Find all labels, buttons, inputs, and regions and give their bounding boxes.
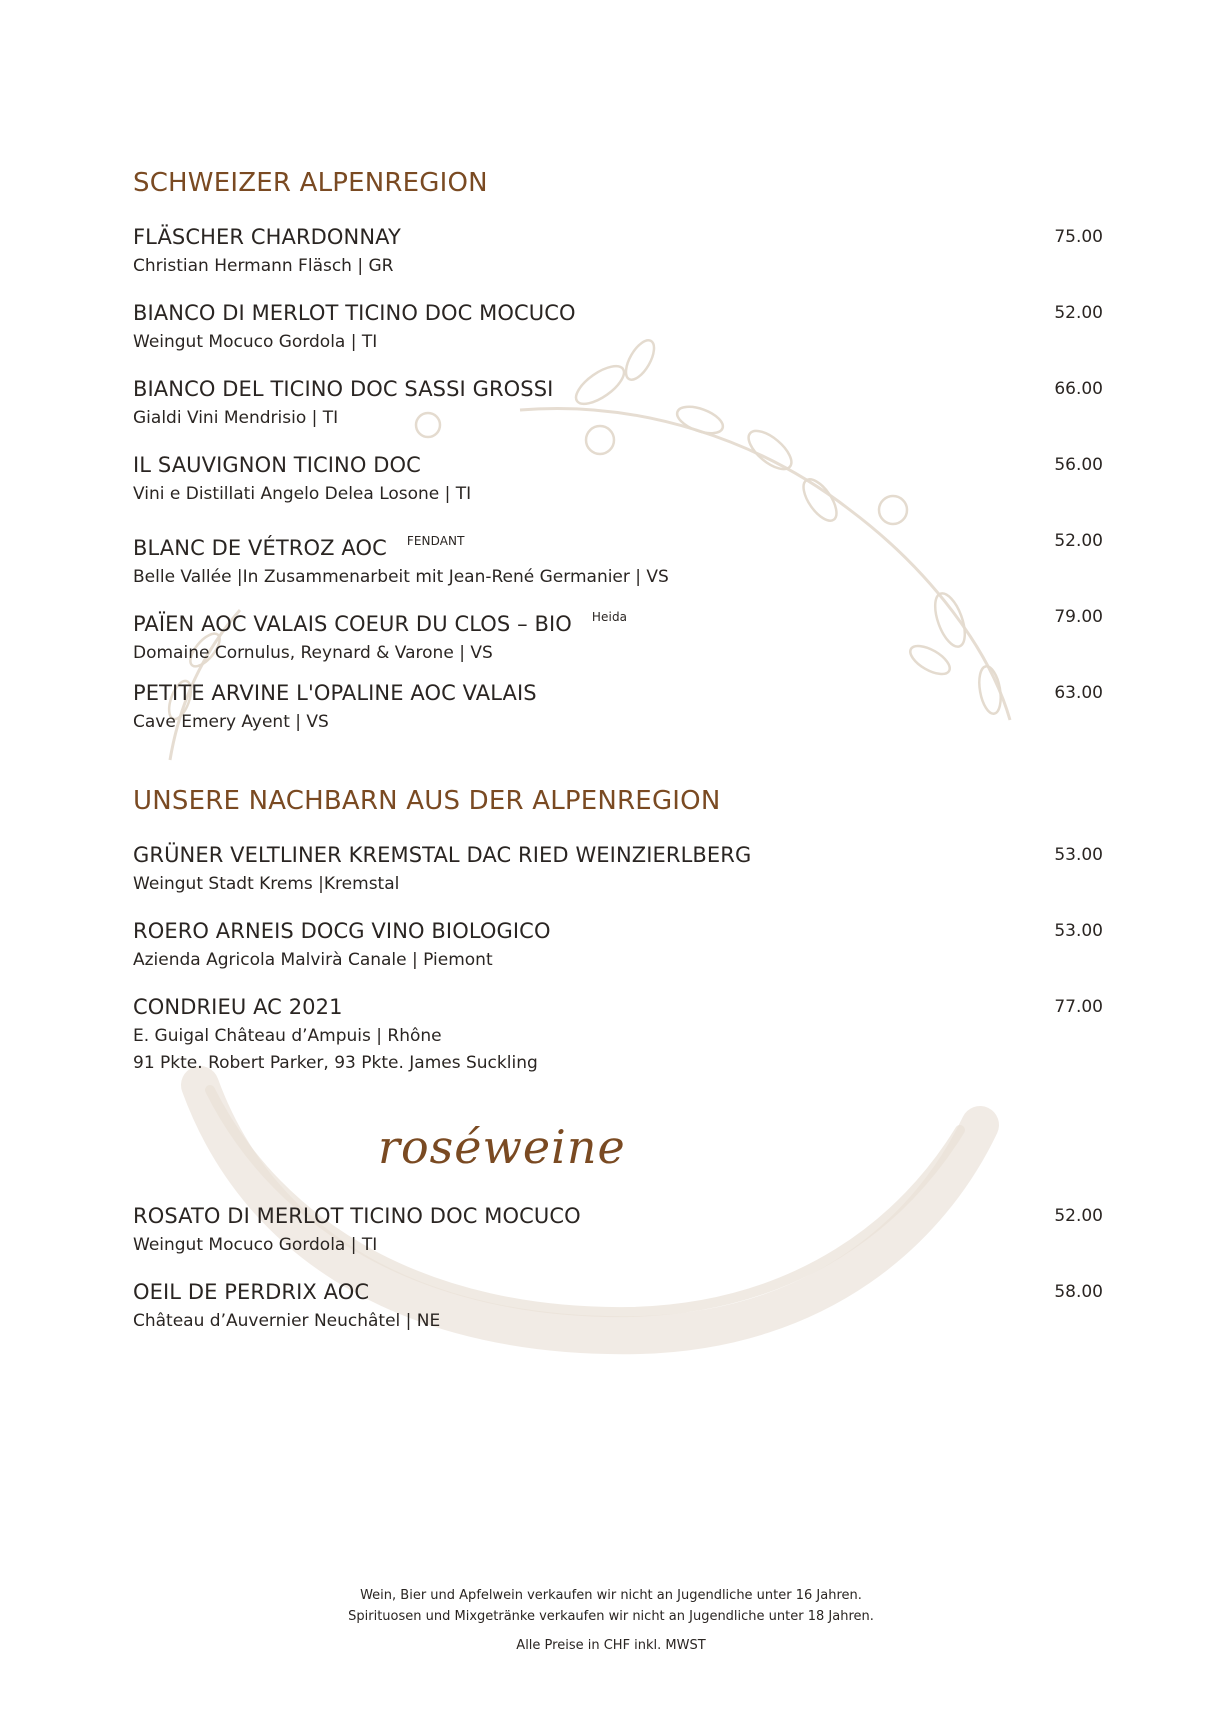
wine-price: 52.00 xyxy=(1054,303,1103,323)
wine-producer: Weingut Stadt Krems |Kremstal xyxy=(133,874,400,894)
wine-producer: Domaine Cornulus, Reynard & Varone | VS xyxy=(133,643,493,663)
wine-price: 53.00 xyxy=(1054,921,1103,941)
wine-producer: Vini e Distillati Angelo Delea Losone | TI xyxy=(133,484,472,504)
wine-item xyxy=(133,376,1103,432)
wine-price: 79.00 xyxy=(1054,607,1103,627)
wine-item xyxy=(133,680,1103,736)
wine-item xyxy=(133,994,1103,1077)
wine-ratings: 91 Pkte. Robert Parker, 93 Pkte. James Suckling xyxy=(133,1053,538,1073)
wine-name: IL SAUVIGNON TICINO DOC xyxy=(133,453,421,477)
wine-name: BLANC DE VÉTROZ AOC xyxy=(133,536,387,560)
footer-price-notice: Alle Preise in CHF inkl. MWST xyxy=(516,1638,706,1653)
wine-name: GRÜNER VELTLINER KREMSTAL DAC RIED WEINZIERLBERG xyxy=(133,843,752,867)
wine-price: 56.00 xyxy=(1054,455,1103,475)
wine-name: ROSATO DI MERLOT TICINO DOC MOCUCO xyxy=(133,1204,581,1228)
wine-price: 63.00 xyxy=(1054,683,1103,703)
wine-name-row xyxy=(133,604,1103,637)
wine-name: PETITE ARVINE L'OPALINE AOC VALAIS xyxy=(133,681,537,705)
wine-producer: Cave Emery Ayent | VS xyxy=(133,712,329,732)
wine-price: 52.00 xyxy=(1054,1206,1103,1226)
wine-item xyxy=(133,300,1103,356)
wine-producer: Azienda Agricola Malvirà Canale | Piemont xyxy=(133,950,493,970)
wine-item xyxy=(133,224,1103,280)
wine-name: BIANCO DI MERLOT TICINO DOC MOCUCO xyxy=(133,301,576,325)
section-title-roseweine: roséweine xyxy=(378,1120,626,1174)
footer-legal-notice xyxy=(0,1585,1222,1656)
wine-price: 77.00 xyxy=(1054,997,1103,1017)
wine-producer: Château d’Auvernier Neuchâtel | NE xyxy=(133,1311,441,1331)
wine-producer: E. Guigal Château d’Ampuis | Rhône xyxy=(133,1026,442,1046)
wine-item xyxy=(133,452,1103,508)
section-title-nachbarn-alpenregion: UNSERE NACHBARN AUS DER ALPENREGION xyxy=(133,786,721,816)
wine-name: OEIL DE PERDRIX AOC xyxy=(133,1280,370,1304)
wine-name: CONDRIEU AC 2021 xyxy=(133,995,343,1019)
wine-name: BIANCO DEL TICINO DOC SASSI GROSSI xyxy=(133,377,554,401)
wine-item xyxy=(133,1279,1103,1335)
wine-name-row xyxy=(133,528,1103,561)
wine-name: ROERO ARNEIS DOCG VINO BIOLOGICO xyxy=(133,919,551,943)
wine-producer: Weingut Mocuco Gordola | TI xyxy=(133,332,378,352)
wine-producer: Gialdi Vini Mendrisio | TI xyxy=(133,408,339,428)
footer-age-notice-alcohol: Wein, Bier und Apfelwein verkaufen wir nicht an Jugendliche unter 16 Jahren. xyxy=(360,1588,862,1603)
footer-age-notice-spirits: Spirituosen und Mixgetränke verkaufen wir nicht an Jugendliche unter 18 Jahren. xyxy=(348,1609,874,1624)
wine-producer: Weingut Mocuco Gordola | TI xyxy=(133,1235,378,1255)
wine-name: FLÄSCHER CHARDONNAY xyxy=(133,225,401,249)
wine-price: 58.00 xyxy=(1054,1282,1103,1302)
wine-price: 66.00 xyxy=(1054,379,1103,399)
section-title-schweizer-alpenregion: SCHWEIZER ALPENREGION xyxy=(133,168,488,198)
wine-grape-note: Heida xyxy=(591,610,628,624)
wine-item xyxy=(133,1203,1103,1259)
wine-price: 75.00 xyxy=(1054,227,1103,247)
wine-item xyxy=(133,842,1103,898)
wine-item xyxy=(133,604,1103,667)
wine-price: 52.00 xyxy=(1054,531,1103,551)
wine-producer: Belle Vallée |In Zusammenarbeit mit Jean-René Germanier | VS xyxy=(133,567,669,587)
wine-name: PAÏEN AOC VALAIS COEUR DU CLOS – BIO xyxy=(133,612,572,636)
wine-producer: Christian Hermann Fläsch | GR xyxy=(133,256,394,276)
wine-price: 53.00 xyxy=(1054,845,1103,865)
wine-item xyxy=(133,918,1103,974)
wine-grape-note: FENDANT xyxy=(406,534,465,548)
wine-item xyxy=(133,528,1103,591)
